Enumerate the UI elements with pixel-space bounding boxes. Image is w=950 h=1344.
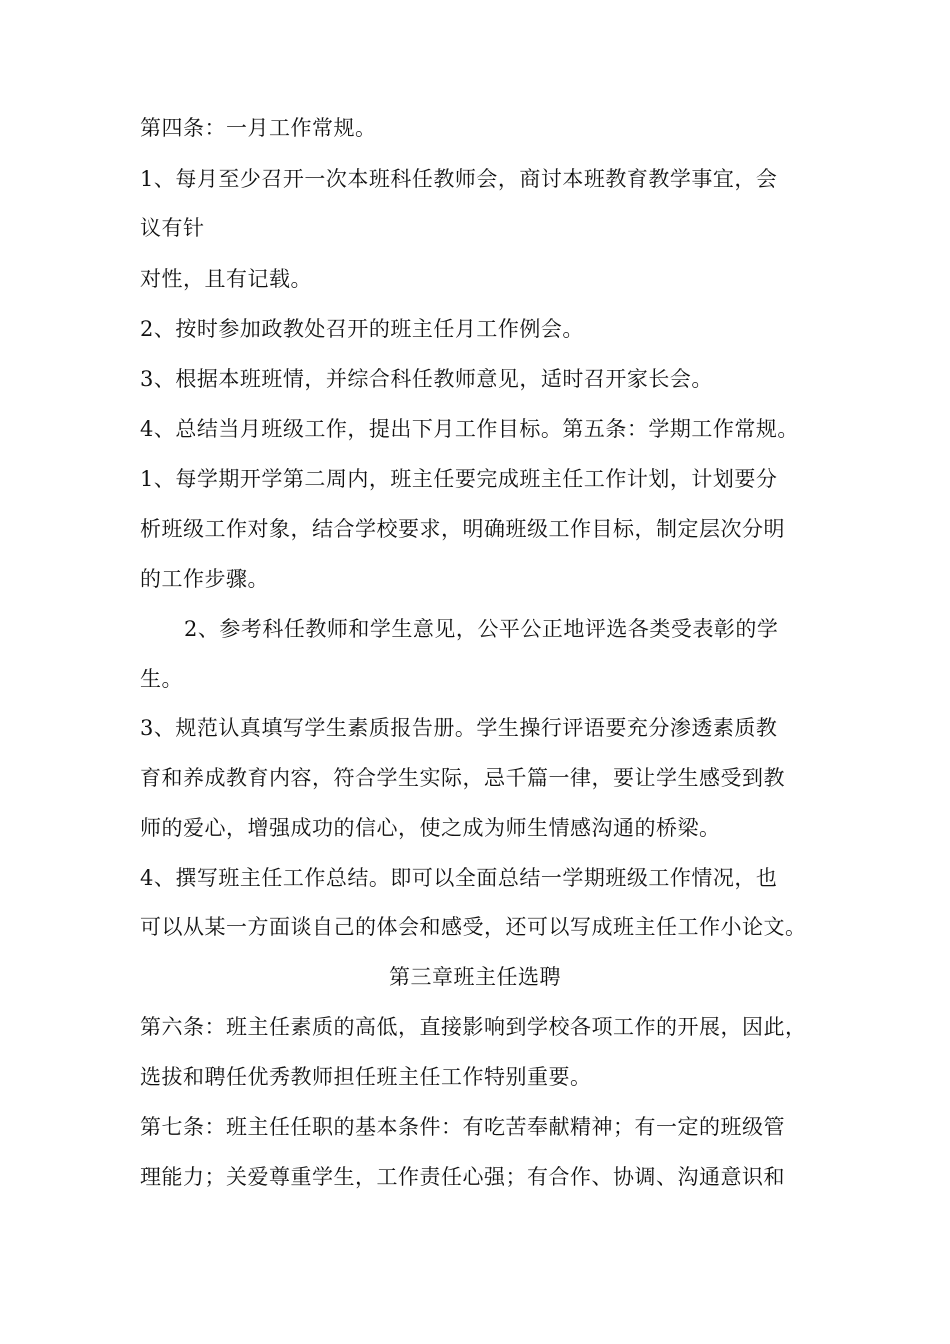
paragraph-line: 可以从某一方面谈自己的体会和感受，还可以写成班主任工作小论文。 (140, 915, 807, 939)
paragraph-line: 2、参考科任教师和学生意见，公平公正地评选各类受表彰的学 (184, 617, 779, 641)
paragraph-line: 4、撰写班主任工作总结。即可以全面总结一学期班级工作情况，也 (140, 866, 778, 890)
paragraph-line: 生。 (140, 667, 183, 691)
paragraph-line: 师的爱心，增强成功的信心，使之成为师生情感沟通的桥梁。 (140, 816, 721, 840)
paragraph-line: 第七条：班主任任职的基本条件：有吃苦奉献精神；有一定的班级管 (140, 1115, 785, 1139)
paragraph-line: 1、每学期开学第二周内，班主任要完成班主任工作计划，计划要分 (140, 467, 778, 491)
paragraph-line: 的工作步骤。 (140, 567, 269, 591)
paragraph-line: 3、根据本班班情，并综合科任教师意见，适时召开家长会。 (140, 367, 713, 391)
paragraph-line: 对性，且有记载。 (140, 267, 312, 291)
paragraph-line: 2、按时参加政教处召开的班主任月工作例会。 (140, 317, 584, 341)
paragraph-line: 3、规范认真填写学生素质报告册。学生操行评语要充分渗透素质教 (140, 716, 778, 740)
paragraph-line: 4、总结当月班级工作，提出下月工作目标。第五条：学期工作常规。 (140, 417, 799, 441)
article-4-heading: 第四条：一月工作常规。 (140, 116, 377, 140)
paragraph-line: 析班级工作对象，结合学校要求，明确班级工作目标，制定层次分明 (140, 517, 785, 541)
paragraph-line: 理能力；关爱尊重学生，工作责任心强；有合作、协调、沟通意识和 (140, 1165, 785, 1189)
paragraph-line: 第六条：班主任素质的高低，直接影响到学校各项工作的开展，因此， (140, 1015, 807, 1039)
paragraph-line: 育和养成教育内容，符合学生实际，忌千篇一律，要让学生感受到教 (140, 766, 785, 790)
chapter-3-heading: 第三章班主任选聘 (389, 965, 561, 989)
paragraph-line: 选拔和聘任优秀教师担任班主任工作特别重要。 (140, 1065, 592, 1089)
paragraph-line: 议有针 (140, 216, 205, 240)
paragraph-line: 1、每月至少召开一次本班科任教师会，商讨本班教育教学事宜，会 (140, 167, 778, 191)
